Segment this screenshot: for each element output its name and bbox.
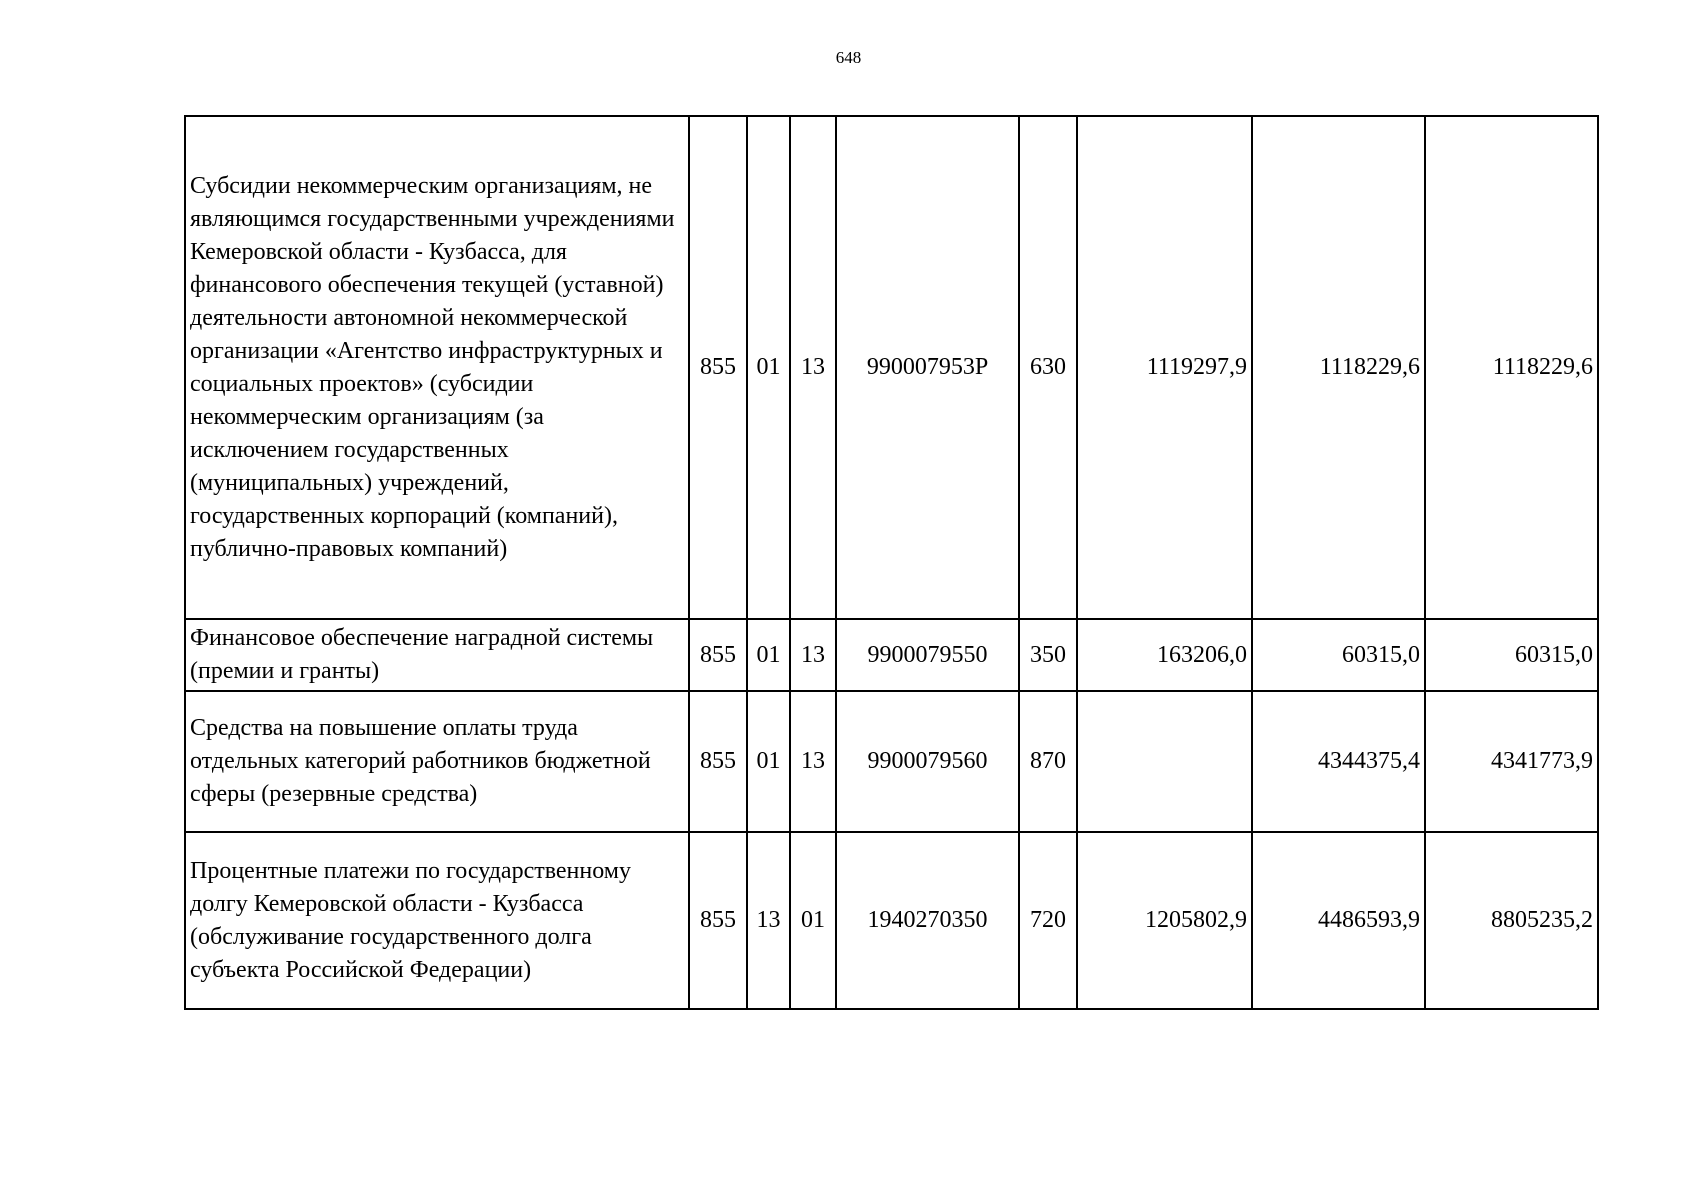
budget-table <box>184 115 1599 1010</box>
expense-type-code: 350 <box>1019 619 1077 691</box>
page-number: 648 <box>835 48 862 67</box>
section-code: 13 <box>747 832 790 1009</box>
amount-3: 8805235,2 <box>1425 832 1598 1009</box>
subsection-code: 13 <box>790 619 836 691</box>
amount-1: 1205802,9 <box>1077 832 1252 1009</box>
section-code: 01 <box>747 619 790 691</box>
section-code: 01 <box>747 116 790 619</box>
ministry-code: 855 <box>689 619 747 691</box>
target-article-code: 1940270350 <box>836 832 1019 1009</box>
amount-2: 4344375,4 <box>1252 691 1425 832</box>
table-row <box>185 619 1598 691</box>
ministry-code: 855 <box>689 116 747 619</box>
amount-2: 1118229,6 <box>1252 116 1425 619</box>
row-description: Процентные платежи по государственному долгу Кемеровской области - Кузбасса (обслуживание государственного долга субъекта Российской Федерации) <box>185 832 689 1009</box>
row-description: Субсидии некоммерческим организациям, не являющимся государственными учреждениями Кемеровской области - Кузбасса, для финансового обеспечения текущей (уставной) деятельности автономной некоммерческой организации «Агентство инфраструктурных и социальных проектов» (субсидии некоммерческим организациям (за исключением государственных (муниципальных) учреждений, государственных корпораций (компаний), публично-правовых компаний) <box>185 116 689 619</box>
section-code: 01 <box>747 691 790 832</box>
expense-type-code: 720 <box>1019 832 1077 1009</box>
amount-2: 60315,0 <box>1252 619 1425 691</box>
amount-1: 163206,0 <box>1077 619 1252 691</box>
expense-type-code: 870 <box>1019 691 1077 832</box>
amount-3: 1118229,6 <box>1425 116 1598 619</box>
target-article-code: 9900079550 <box>836 619 1019 691</box>
table-row <box>185 691 1598 832</box>
ministry-code: 855 <box>689 691 747 832</box>
target-article-code: 990007953Р <box>836 116 1019 619</box>
target-article-code: 9900079560 <box>836 691 1019 832</box>
amount-1 <box>1077 691 1252 832</box>
row-description: Финансовое обеспечение наградной системы (премии и гранты) <box>185 619 689 691</box>
row-description: Средства на повышение оплаты труда отдельных категорий работников бюджетной сферы (резервные средства) <box>185 691 689 832</box>
table-row <box>185 832 1598 1009</box>
subsection-code: 13 <box>790 116 836 619</box>
expense-type-code: 630 <box>1019 116 1077 619</box>
subsection-code: 01 <box>790 832 836 1009</box>
ministry-code: 855 <box>689 832 747 1009</box>
amount-3: 4341773,9 <box>1425 691 1598 832</box>
amount-1: 1119297,9 <box>1077 116 1252 619</box>
subsection-code: 13 <box>790 691 836 832</box>
amount-2: 4486593,9 <box>1252 832 1425 1009</box>
amount-3: 60315,0 <box>1425 619 1598 691</box>
table-row <box>185 116 1598 619</box>
